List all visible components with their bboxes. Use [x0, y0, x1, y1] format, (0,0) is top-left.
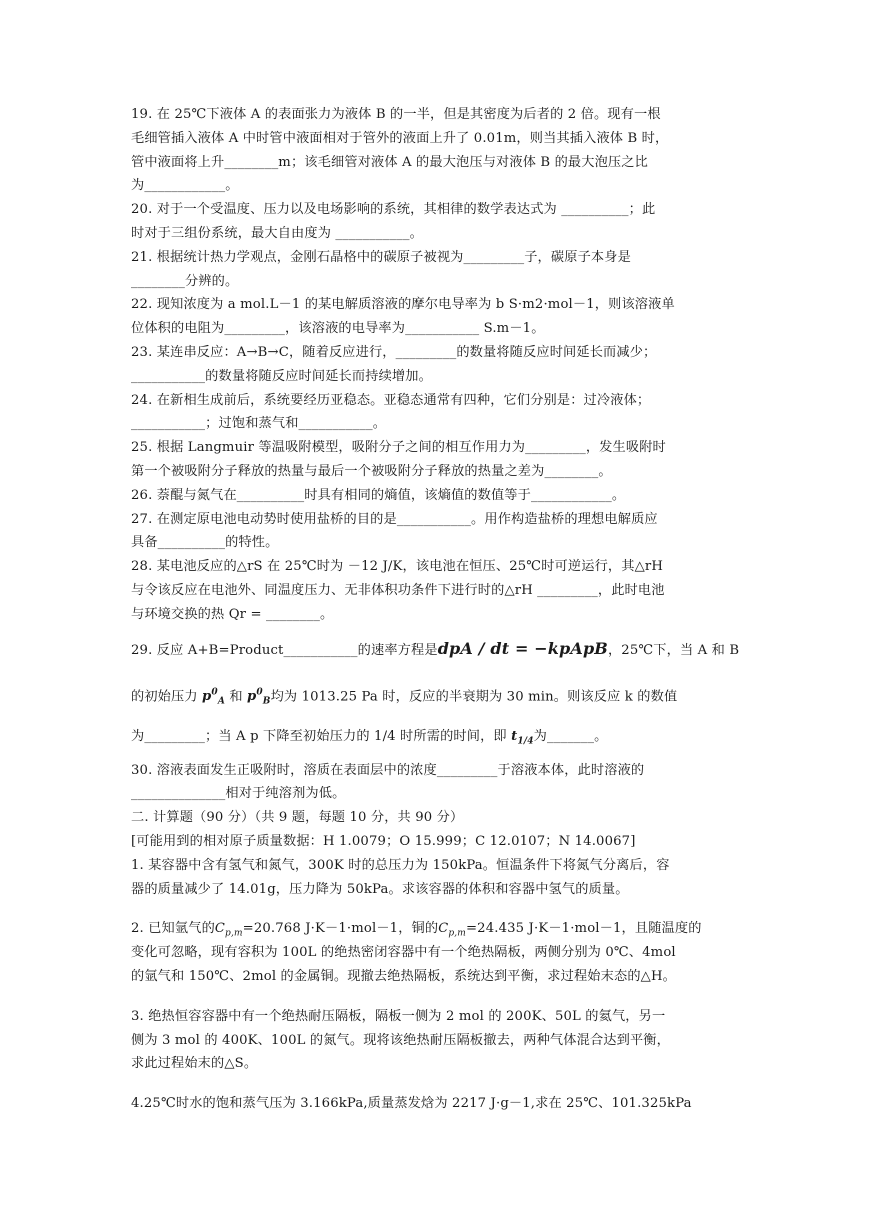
- question-22-line-1: 22. 现知浓度为 a mol.L－1 的某电解质溶液的摩尔电导率为 b S·m2·mol－1，则该溶液单: [131, 297, 675, 313]
- question-27-line-1: 27. 在测定原电池电动势时使用盐桥的目的是___________。用作构造盐桥的理想电解质应: [131, 511, 658, 527]
- question-24-line-1: 24. 在新相生成前后，系统要经历亚稳态。亚稳态通常有四种，它们分别是：过冷液体；: [131, 392, 651, 408]
- question-29-last-text-cont: 为_______。: [533, 728, 608, 744]
- question-20-line-1: 20. 对于一个受温度、压力以及电场影响的系统，其相律的数学表达式为 __________；此: [131, 202, 656, 218]
- question-24-line-2: ___________；过饱和蒸气和___________。: [131, 416, 387, 432]
- question-21-line-2: ________分辨的。: [131, 273, 239, 289]
- question-20-line-2: 时对于三组份系统，最大自由度为 ___________。: [131, 225, 423, 241]
- pressure-symbol-a: $p^0_A$: [202, 687, 225, 707]
- question-29-last-text: 为_________；当 A p 下降至初始压力的 1/4 时所需的时间，即: [131, 728, 507, 744]
- question-29-and: 和: [229, 688, 243, 704]
- calc-2-line-2: 变化可忽略，现有容积为 100L 的绝热密闭容器中有一个绝热隔板，两侧分别为 0℃、4mol: [131, 945, 676, 961]
- question-30-line-2: ______________相对于纯溶剂为低。: [131, 786, 346, 802]
- atomic-mass-data: [可能用到的相对原子质量数据：H 1.0079；O 15.999；C 12.0107；N 14.0067]: [131, 833, 636, 849]
- question-30-line-1: 30. 溶液表面发生正吸附时，溶质在表面层中的浓度_________于溶液本体，此时溶液的: [131, 762, 645, 778]
- question-29-text-cont-2: 均为 1013.25 Pa 时，反应的半衰期为 30 min。则该反应 k 的数值: [270, 688, 678, 704]
- question-23-line-2: ___________的数量将随反应时间延长而持续增加。: [131, 368, 432, 384]
- question-29-line-3: [131, 715, 741, 759]
- calc-4-line-1: 4.25℃时水的饱和蒸气压为 3.166kPa,质量蒸发焓为 2217 J·g－1,求在 25℃、101.325kPa: [131, 1096, 692, 1112]
- question-29-line-2: [131, 671, 741, 715]
- question-19-line-2: 毛细管插入液体 A 中时管中液面相对于管外的液面上升了 0.01m，则当其插入液体 B 时，: [131, 130, 669, 146]
- section-2-heading: 二. 计算题（90 分）（共 9 题，每题 10 分，共 90 分）: [131, 810, 464, 826]
- question-29-text: 29. 反应 A+B=Product___________的速率方程是: [131, 642, 438, 658]
- calc-2-line-3: 的氩气和 150℃、2mol 的金属铜。现撤去绝热隔板，系统达到平衡，求过程始末态的△H。: [131, 968, 676, 984]
- calc-2-text-end: =24.435 J·K－1·mol－1，且随温度的: [465, 921, 702, 937]
- cp-symbol-argon: $C_{p,m}$: [214, 921, 243, 939]
- quarter-life-symbol: $t_{1/4}$: [511, 728, 534, 747]
- rate-equation: dpA / dt = −kpApB: [437, 638, 608, 658]
- question-28-line-1: 28. 某电池反应的△rS 在 25℃时为 －12 J/K，该电池在恒压、25℃时可逆运行，其△rH: [131, 559, 663, 575]
- calc-3-line-1: 3. 绝热恒容容器中有一个绝热耐压隔板，隔板一侧为 2 mol 的 200K、50L 的氦气，另一: [131, 1008, 666, 1024]
- question-26-line-1: 26. 萘醌与氮气在__________时具有相同的熵值，该熵值的数值等于____________。: [131, 487, 626, 503]
- question-28-line-3: 与环境交换的热 Qr = ________。: [131, 606, 334, 622]
- question-21-line-1: 21. 根据统计热力学观点，金刚石晶格中的碳原子被视为_________子，碳原子本身是: [131, 249, 631, 265]
- question-25-line-2: 第一个被吸附分子释放的热量与最后一个被吸附分子释放的热量之差为________。: [131, 463, 612, 479]
- calc-3-line-3: 求此过程始末的△S。: [131, 1056, 258, 1072]
- question-23-line-1: 23. 某连串反应：A→B→C，随着反应进行，_________的数量将随反应时间延长而减少；: [131, 344, 657, 360]
- calc-2-text: 2. 已知氩气的: [131, 921, 215, 937]
- exam-page: [131, 103, 741, 1116]
- question-19-line-3: 管中液面将上升________m；该毛细管对液体 A 的最大泡压与对液体 B 的最大泡压之比: [131, 154, 648, 170]
- question-29-line-1: [131, 627, 741, 671]
- question-19-line-1: 19. 在 25℃下液体 A 的表面张力为液体 B 的一半，但是其密度为后者的 2 倍。现有一根: [131, 107, 661, 122]
- question-29-initial-pressure-text: 的初始压力: [131, 688, 198, 704]
- question-22-line-2: 位体积的电阻为_________，该溶液的电导率为___________ S.m－1。: [131, 321, 545, 337]
- calc-1-line-2: 器的质量减少了 14.01g，压力降为 50kPa。求该容器的体积和容器中氢气的质量。: [131, 881, 629, 897]
- calc-2-line-1: [131, 917, 741, 941]
- pressure-symbol-b: $p^0_B$: [247, 687, 271, 707]
- calc-3-line-2: 侧为 3 mol 的 400K、100L 的氮气。现将该绝热耐压隔板撤去，两种气体混合达到平衡，: [131, 1032, 670, 1048]
- question-19-line-4: 为____________。: [131, 178, 239, 194]
- question-25-line-1: 25. 根据 Langmuir 等温吸附模型，吸附分子之间的相互作用力为_________，发生吸附时: [131, 440, 666, 456]
- question-29-text-cont: ，25℃下，当 A 和 B: [607, 642, 740, 658]
- calc-2-text-mid: =20.768 J·K－1·mol－1，铜的: [242, 921, 439, 937]
- question-27-line-2: 具备__________的特性。: [131, 535, 279, 551]
- calc-1-line-1: 1. 某容器中含有氢气和氮气，300K 时的总压力为 150kPa。恒温条件下将氮气分离后，容: [131, 857, 670, 873]
- question-28-line-2: 与令该反应在电池外、同温度压力、无非体积功条件下进行时的△rH _________，此时电池: [131, 582, 665, 598]
- cp-symbol-copper: $C_{p,m}$: [438, 921, 466, 939]
